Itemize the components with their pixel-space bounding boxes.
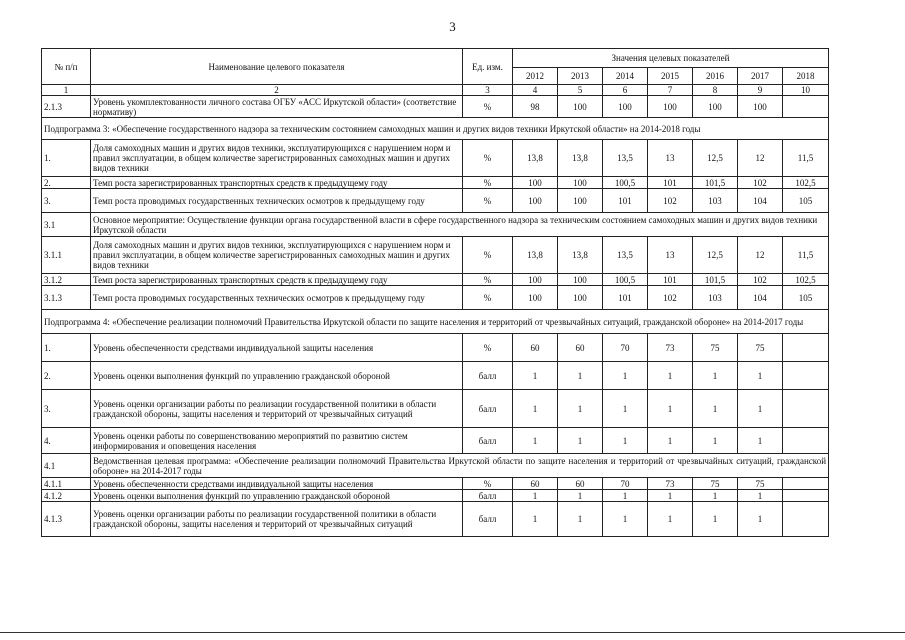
value-cell: 11,5 <box>783 140 829 177</box>
indicator-name: Уровень оценки выполнения функций по управлению гражданской обороной <box>91 362 463 390</box>
value-cell: 13 <box>648 237 693 274</box>
value-cell: 60 <box>558 478 603 490</box>
value-cell: 75 <box>693 478 738 490</box>
section-title: Подпрограмма 4: «Обеспечение реализации полномочий Правительства Иркутской области по защите населения и территорий от чрезвычайных ситуаций, гражданской обороне» на 2014-2017 годы <box>42 310 829 334</box>
row-number: 4.1.1 <box>42 478 91 490</box>
indicator-name: Темп роста проводимых государственных технических осмотров к предыдущему году <box>91 189 463 213</box>
value-cell: 13,8 <box>558 237 603 274</box>
indicators-table <box>41 48 829 537</box>
value-cell: 101 <box>648 177 693 189</box>
indicator-name: Темп роста проводимых государственных технических осмотров к предыдущему году <box>91 286 463 310</box>
header-year: 2014 <box>603 68 648 85</box>
value-cell <box>783 502 829 537</box>
header-year: 2013 <box>558 68 603 85</box>
value-cell: 102 <box>738 274 783 286</box>
value-cell: 70 <box>603 334 648 362</box>
value-cell: 100 <box>513 177 558 189</box>
value-cell: 100,5 <box>603 274 648 286</box>
col-number: 10 <box>783 85 829 96</box>
value-cell: 102,5 <box>783 274 829 286</box>
col-number: 2 <box>91 85 463 96</box>
measure-row <box>42 454 829 478</box>
unit-cell: % <box>463 237 513 274</box>
value-cell: 100 <box>693 96 738 118</box>
value-cell: 100 <box>648 96 693 118</box>
value-cell <box>783 490 829 502</box>
value-cell: 1 <box>648 428 693 454</box>
col-number: 6 <box>603 85 648 96</box>
value-cell: 73 <box>648 478 693 490</box>
page-bottom-rule <box>0 632 905 633</box>
table-row <box>42 189 829 213</box>
col-number: 3 <box>463 85 513 96</box>
row-number: 3.1 <box>42 213 91 237</box>
value-cell: 1 <box>603 490 648 502</box>
indicator-name: Уровень оценки организации работы по реализации государственной политики в области гражданской обороны, защиты населения и территорий от чрезвычайных ситуаций <box>91 502 463 537</box>
table-row <box>42 237 829 274</box>
value-cell: 105 <box>783 189 829 213</box>
row-number: 1. <box>42 334 91 362</box>
measure-title: Основное мероприятие: Осуществление функции органа государственной власти в сфере государственного надзора за техническим состоянием самоходных машин и других видов техники Иркутской области <box>91 213 829 237</box>
value-cell: 75 <box>738 334 783 362</box>
value-cell: 1 <box>738 428 783 454</box>
indicator-name: Темп роста зарегистрированных транспортных средств к предыдущему году <box>91 177 463 189</box>
value-cell <box>783 96 829 118</box>
value-cell: 1 <box>738 362 783 390</box>
unit-cell: % <box>463 96 513 118</box>
value-cell: 1 <box>513 490 558 502</box>
value-cell: 100,5 <box>603 177 648 189</box>
measure-title: Ведомственная целевая программа: «Обеспечение реализации полномочий Правительства Иркутской области по защите населения и территорий от чрезвычайных ситуаций, гражданской обороне» на 2014-2017 годы <box>91 454 829 478</box>
header-year: 2016 <box>693 68 738 85</box>
value-cell: 1 <box>693 502 738 537</box>
unit-cell: балл <box>463 390 513 428</box>
value-cell: 13 <box>648 140 693 177</box>
measure-row <box>42 213 829 237</box>
value-cell: 1 <box>693 490 738 502</box>
table-row <box>42 274 829 286</box>
table-row <box>42 478 829 490</box>
indicator-name: Уровень оценки выполнения функций по управлению гражданской обороной <box>91 490 463 502</box>
header-year: 2017 <box>738 68 783 85</box>
row-number: 3.1.2 <box>42 274 91 286</box>
row-number: 4. <box>42 428 91 454</box>
value-cell: 1 <box>648 362 693 390</box>
value-cell: 102,5 <box>783 177 829 189</box>
unit-cell: балл <box>463 428 513 454</box>
value-cell: 100 <box>558 177 603 189</box>
header-year: 2015 <box>648 68 693 85</box>
value-cell: 102 <box>738 177 783 189</box>
table-row <box>42 96 829 118</box>
row-number: 2. <box>42 362 91 390</box>
row-number: 1. <box>42 140 91 177</box>
value-cell: 1 <box>558 502 603 537</box>
value-cell: 1 <box>603 428 648 454</box>
value-cell <box>783 334 829 362</box>
value-cell: 12 <box>738 140 783 177</box>
unit-cell: балл <box>463 490 513 502</box>
value-cell: 60 <box>513 478 558 490</box>
section-title: Подпрограмма 3: «Обеспечение государственного надзора за техническим состоянием самоходных машин и других видов техники Иркутской области» на 2014-2018 годы <box>42 118 829 140</box>
indicator-name: Уровень оценки организации работы по реализации государственной политики в области гражданской обороны, защиты населения и территорий от чрезвычайных ситуаций <box>91 390 463 428</box>
unit-cell: % <box>463 286 513 310</box>
value-cell: 104 <box>738 189 783 213</box>
value-cell: 11,5 <box>783 237 829 274</box>
page-number: 3 <box>449 19 456 34</box>
value-cell: 13,8 <box>513 140 558 177</box>
value-cell: 1 <box>513 428 558 454</box>
table-row <box>42 334 829 362</box>
indicator-name: Уровень обеспеченности средствами индивидуальной защиты населения <box>91 334 463 362</box>
table-row <box>42 286 829 310</box>
table-row <box>42 362 829 390</box>
value-cell: 70 <box>603 478 648 490</box>
value-cell: 60 <box>513 334 558 362</box>
col-number: 9 <box>738 85 783 96</box>
value-cell: 1 <box>648 490 693 502</box>
value-cell: 101 <box>603 189 648 213</box>
value-cell: 100 <box>558 96 603 118</box>
value-cell: 101,5 <box>693 274 738 286</box>
unit-cell: % <box>463 334 513 362</box>
value-cell: 100 <box>738 96 783 118</box>
row-number: 3.1.1 <box>42 237 91 274</box>
value-cell: 100 <box>558 189 603 213</box>
value-cell: 102 <box>648 189 693 213</box>
value-cell: 100 <box>513 189 558 213</box>
value-cell: 12,5 <box>693 237 738 274</box>
value-cell: 1 <box>603 390 648 428</box>
value-cell <box>783 390 829 428</box>
value-cell: 1 <box>603 362 648 390</box>
value-cell: 1 <box>693 390 738 428</box>
value-cell: 73 <box>648 334 693 362</box>
header-values-title: Значения целевых показателей <box>513 49 829 68</box>
value-cell: 101 <box>603 286 648 310</box>
row-number: 2.1.3 <box>42 96 91 118</box>
value-cell <box>783 478 829 490</box>
header-year: 2018 <box>783 68 829 85</box>
unit-cell: % <box>463 274 513 286</box>
table-row <box>42 502 829 537</box>
table-row <box>42 490 829 502</box>
value-cell: 1 <box>558 390 603 428</box>
value-cell: 1 <box>648 390 693 428</box>
value-cell: 13,5 <box>603 237 648 274</box>
value-cell: 1 <box>558 428 603 454</box>
row-number: 3. <box>42 390 91 428</box>
value-cell: 60 <box>558 334 603 362</box>
value-cell: 12 <box>738 237 783 274</box>
value-cell: 100 <box>558 286 603 310</box>
indicator-name: Уровень оценки работы по совершенствованию мероприятий по развитию систем информирования и оповещения населения <box>91 428 463 454</box>
value-cell: 105 <box>783 286 829 310</box>
value-cell: 100 <box>513 274 558 286</box>
row-number: 2. <box>42 177 91 189</box>
row-number: 4.1.2 <box>42 490 91 502</box>
unit-cell: % <box>463 177 513 189</box>
header-year: 2012 <box>513 68 558 85</box>
indicator-name: Уровень обеспеченности средствами индивидуальной защиты населения <box>91 478 463 490</box>
row-number: 4.1 <box>42 454 91 478</box>
value-cell: 100 <box>603 96 648 118</box>
value-cell: 1 <box>738 390 783 428</box>
unit-cell: % <box>463 478 513 490</box>
indicator-name: Уровень укомплектованности личного состава ОГБУ «АСС Иркутской области» (соответствие нормативу) <box>91 96 463 118</box>
value-cell: 1 <box>738 490 783 502</box>
row-number: 3. <box>42 189 91 213</box>
value-cell: 1 <box>513 390 558 428</box>
header-num: № п/п <box>42 49 91 85</box>
value-cell: 75 <box>738 478 783 490</box>
row-number: 3.1.3 <box>42 286 91 310</box>
value-cell: 1 <box>558 490 603 502</box>
value-cell: 13,5 <box>603 140 648 177</box>
value-cell: 12,5 <box>693 140 738 177</box>
value-cell: 1 <box>603 502 648 537</box>
value-cell: 100 <box>513 286 558 310</box>
value-cell: 75 <box>693 334 738 362</box>
value-cell: 103 <box>693 189 738 213</box>
unit-cell: % <box>463 189 513 213</box>
value-cell: 13,8 <box>558 140 603 177</box>
value-cell: 1 <box>558 362 603 390</box>
value-cell: 104 <box>738 286 783 310</box>
value-cell: 1 <box>648 502 693 537</box>
value-cell: 1 <box>693 428 738 454</box>
unit-cell: балл <box>463 362 513 390</box>
indicator-name: Доля самоходных машин и других видов техники, эксплуатирующихся с нарушением норм и правил эксплуатации, в общем количестве зарегистрированных самоходных машин и других видов техники <box>91 237 463 274</box>
table-row <box>42 428 829 454</box>
section-row <box>42 310 829 334</box>
indicator-name: Темп роста зарегистрированных транспортных средств к предыдущему году <box>91 274 463 286</box>
value-cell: 1 <box>513 502 558 537</box>
col-number: 1 <box>42 85 91 96</box>
value-cell: 1 <box>513 362 558 390</box>
value-cell: 102 <box>648 286 693 310</box>
unit-cell: балл <box>463 502 513 537</box>
value-cell: 101 <box>648 274 693 286</box>
header-name: Наименование целевого показателя <box>91 49 463 85</box>
unit-cell: % <box>463 140 513 177</box>
col-number: 5 <box>558 85 603 96</box>
value-cell: 1 <box>693 362 738 390</box>
value-cell: 103 <box>693 286 738 310</box>
indicator-name: Доля самоходных машин и других видов техники, эксплуатирующихся с нарушением норм и правил эксплуатации, в общем количестве зарегистрированных самоходных машин и других видов техники <box>91 140 463 177</box>
value-cell: 98 <box>513 96 558 118</box>
header-unit: Ед. изм. <box>463 49 513 85</box>
table-row <box>42 390 829 428</box>
value-cell <box>783 428 829 454</box>
value-cell: 101,5 <box>693 177 738 189</box>
value-cell <box>783 362 829 390</box>
col-number: 8 <box>693 85 738 96</box>
value-cell: 13,8 <box>513 237 558 274</box>
col-number: 4 <box>513 85 558 96</box>
table-row <box>42 177 829 189</box>
section-row <box>42 118 829 140</box>
value-cell: 1 <box>738 502 783 537</box>
row-number: 4.1.3 <box>42 502 91 537</box>
value-cell: 100 <box>558 274 603 286</box>
col-number: 7 <box>648 85 693 96</box>
table-row <box>42 140 829 177</box>
